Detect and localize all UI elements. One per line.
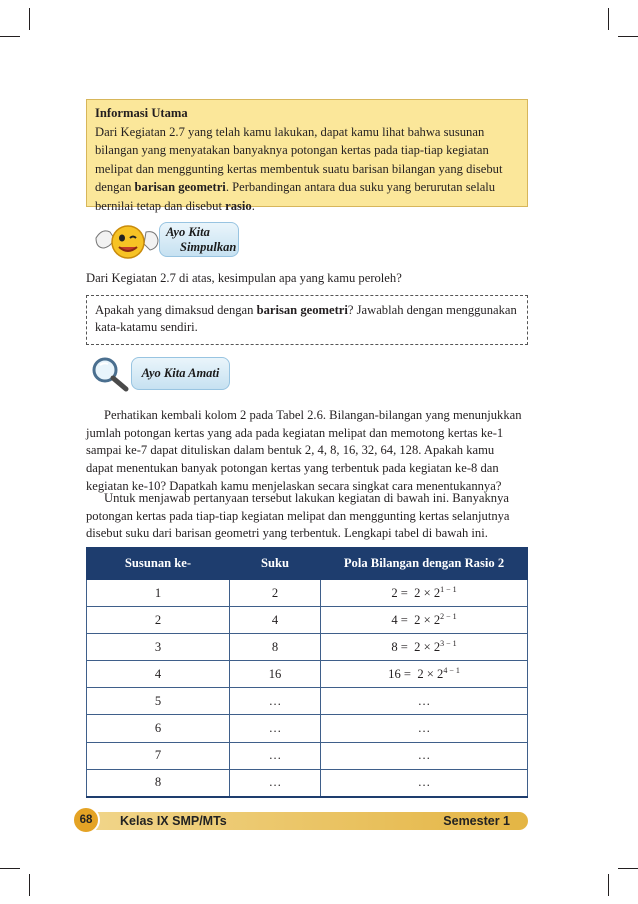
paragraph-line: potongan kertas pada tiap-tiap kegiatan melipat dan menggunting kertas selanjutnya <box>86 508 510 523</box>
paragraph-line: Untuk menjawab pertanyaan tersebut lakukan kegiatan di bawah ini. Banyaknya <box>104 491 509 505</box>
dashed-text: ? Jawablah dengan menggunakan <box>347 303 517 317</box>
cell-pola: $8 = 2 \times 2^{3 - 1}$ <box>321 634 528 661</box>
page-number: 68 <box>72 806 100 834</box>
info-term-rasio: rasio <box>225 198 252 213</box>
table-header-row <box>87 548 528 580</box>
cell-susunan: 2 <box>87 607 230 634</box>
smiley-thumbs-up-icon <box>92 218 162 262</box>
cell-susunan: 7 <box>87 742 230 769</box>
info-text: bernilai tetap dan disebut <box>95 198 226 213</box>
footer-bar <box>86 812 528 830</box>
magnifier-icon <box>90 356 130 392</box>
footer-book-title: Kelas IX SMP/MTs <box>120 814 227 828</box>
pola-lhs: 4 <box>391 613 398 628</box>
table-row <box>87 769 528 797</box>
header-suku: Suku <box>230 548 321 580</box>
footer-semester: Semester 1 <box>443 814 510 828</box>
paragraph-line: dapat menentukan banyak potongan kertas yang terbentuk pada kegiatan ke-8 dan <box>86 461 499 476</box>
cell-suku: 4 <box>230 607 321 634</box>
cell-pola: … <box>321 742 528 769</box>
cell-susunan: 6 <box>87 715 230 742</box>
paragraph-line: Perhatikan kembali kolom 2 pada Tabel 2.6. Bilangan-bilangan yang menunjukkan <box>104 408 522 422</box>
pola-exponent: 1 − 1 <box>440 585 457 595</box>
header-susunan: Susunan ke- <box>87 548 230 580</box>
pola-exponent: 3 − 1 <box>440 639 457 649</box>
info-line: melipat dan menggunting kertas membentuk suatu barisan bilangan yang disebut <box>95 161 503 176</box>
cell-susunan: 4 <box>87 661 230 688</box>
info-term-barisan-geometri: barisan geometri <box>134 180 226 195</box>
cell-pola: … <box>321 769 528 797</box>
cell-suku: 8 <box>230 634 321 661</box>
cell-suku: 2 <box>230 580 321 607</box>
cell-suku: … <box>230 769 321 797</box>
table-row <box>87 580 528 607</box>
paragraph-2 <box>86 490 528 543</box>
badge-ayo-kita-simpulkan <box>159 222 239 257</box>
crop-mark <box>618 868 638 869</box>
info-line: Dari Kegiatan 2.7 yang telah kamu lakukan, dapat kamu lihat bahwa susunan <box>95 124 485 139</box>
pola-exponent: 2 − 1 <box>440 612 457 622</box>
info-line: bilangan yang menyatakan banyaknya potongan kertas pada tiap-tiap kegiatan <box>95 143 489 158</box>
info-box <box>86 99 528 213</box>
table-row <box>87 688 528 715</box>
cell-suku: 16 <box>230 661 321 688</box>
cell-susunan: 5 <box>87 688 230 715</box>
cell-pola: $4 = 2 \times 2^{2 - 1}$ <box>321 607 528 634</box>
badge-line: Ayo Kita <box>166 225 210 239</box>
crop-mark <box>29 874 30 896</box>
dashed-text: Apakah yang dimaksud dengan <box>95 303 257 317</box>
cell-suku: … <box>230 688 321 715</box>
dashed-line <box>95 302 519 319</box>
paragraph-line: jumlah potongan kertas yang ada pada kegiatan melipat dan memotong kertas ke-1 <box>86 425 504 440</box>
cell-pola: … <box>321 688 528 715</box>
info-title: Informasi Utama <box>95 106 188 120</box>
table-row <box>87 634 528 661</box>
table-row <box>87 661 528 688</box>
info-line <box>95 197 519 216</box>
table-row <box>87 742 528 769</box>
question-text: Dari Kegiatan 2.7 di atas, kesimpulan apa yang kamu peroleh? <box>86 271 402 285</box>
cell-susunan: 3 <box>87 634 230 661</box>
dashed-term: barisan geometri <box>256 303 348 317</box>
cell-suku: … <box>230 715 321 742</box>
cell-susunan: 1 <box>87 580 230 607</box>
info-text: . <box>251 198 255 213</box>
paragraph-line: sampai ke-7 dapat dituliskan dalam bentuk 2, 4, 8, 16, 32, 64, 128. Apakah kamu <box>86 443 495 458</box>
cell-pola: … <box>321 715 528 742</box>
crop-mark <box>0 36 20 37</box>
paragraph-1 <box>86 407 528 496</box>
table-row <box>87 715 528 742</box>
pola-lhs: 8 <box>391 640 398 655</box>
badge-ayo-kita-amati: Ayo Kita Amati <box>131 357 230 390</box>
cell-pola: $2 = 2 \times 2^{1 - 1}$ <box>321 580 528 607</box>
info-text: . Perbandingan antara dua suku yang berurutan selalu <box>225 180 496 195</box>
paragraph-line: disebut suku dari barisan geometri yang terbentuk. Lengkapi tabel di bawah ini. <box>86 526 488 541</box>
info-text: dengan <box>95 180 135 195</box>
table-row <box>87 607 528 634</box>
pola-exponent: 4 − 1 <box>443 666 460 676</box>
pola-lhs: 16 <box>388 667 401 682</box>
crop-mark <box>29 8 30 30</box>
dashed-line: kata-katamu sendiri. <box>95 320 198 334</box>
pola-lhs: 2 <box>391 586 398 601</box>
crop-mark <box>608 8 609 30</box>
cell-susunan: 8 <box>87 769 230 797</box>
dashed-question-box <box>86 295 528 345</box>
info-line <box>95 178 519 197</box>
sequence-table <box>86 547 528 798</box>
crop-mark <box>0 868 20 869</box>
crop-mark <box>618 36 638 37</box>
paragraph-line: kegiatan ke-10? Dapatkah kamu menjelaskan secara singkat cara menentukannya? <box>86 478 502 493</box>
crop-mark <box>608 874 609 896</box>
cell-pola: $16 = 2 \times 2^{4 - 1}$ <box>321 661 528 688</box>
header-pola: Pola Bilangan dengan Rasio 2 <box>321 548 528 580</box>
badge-line: Simpulkan <box>180 240 237 254</box>
cell-suku: … <box>230 742 321 769</box>
